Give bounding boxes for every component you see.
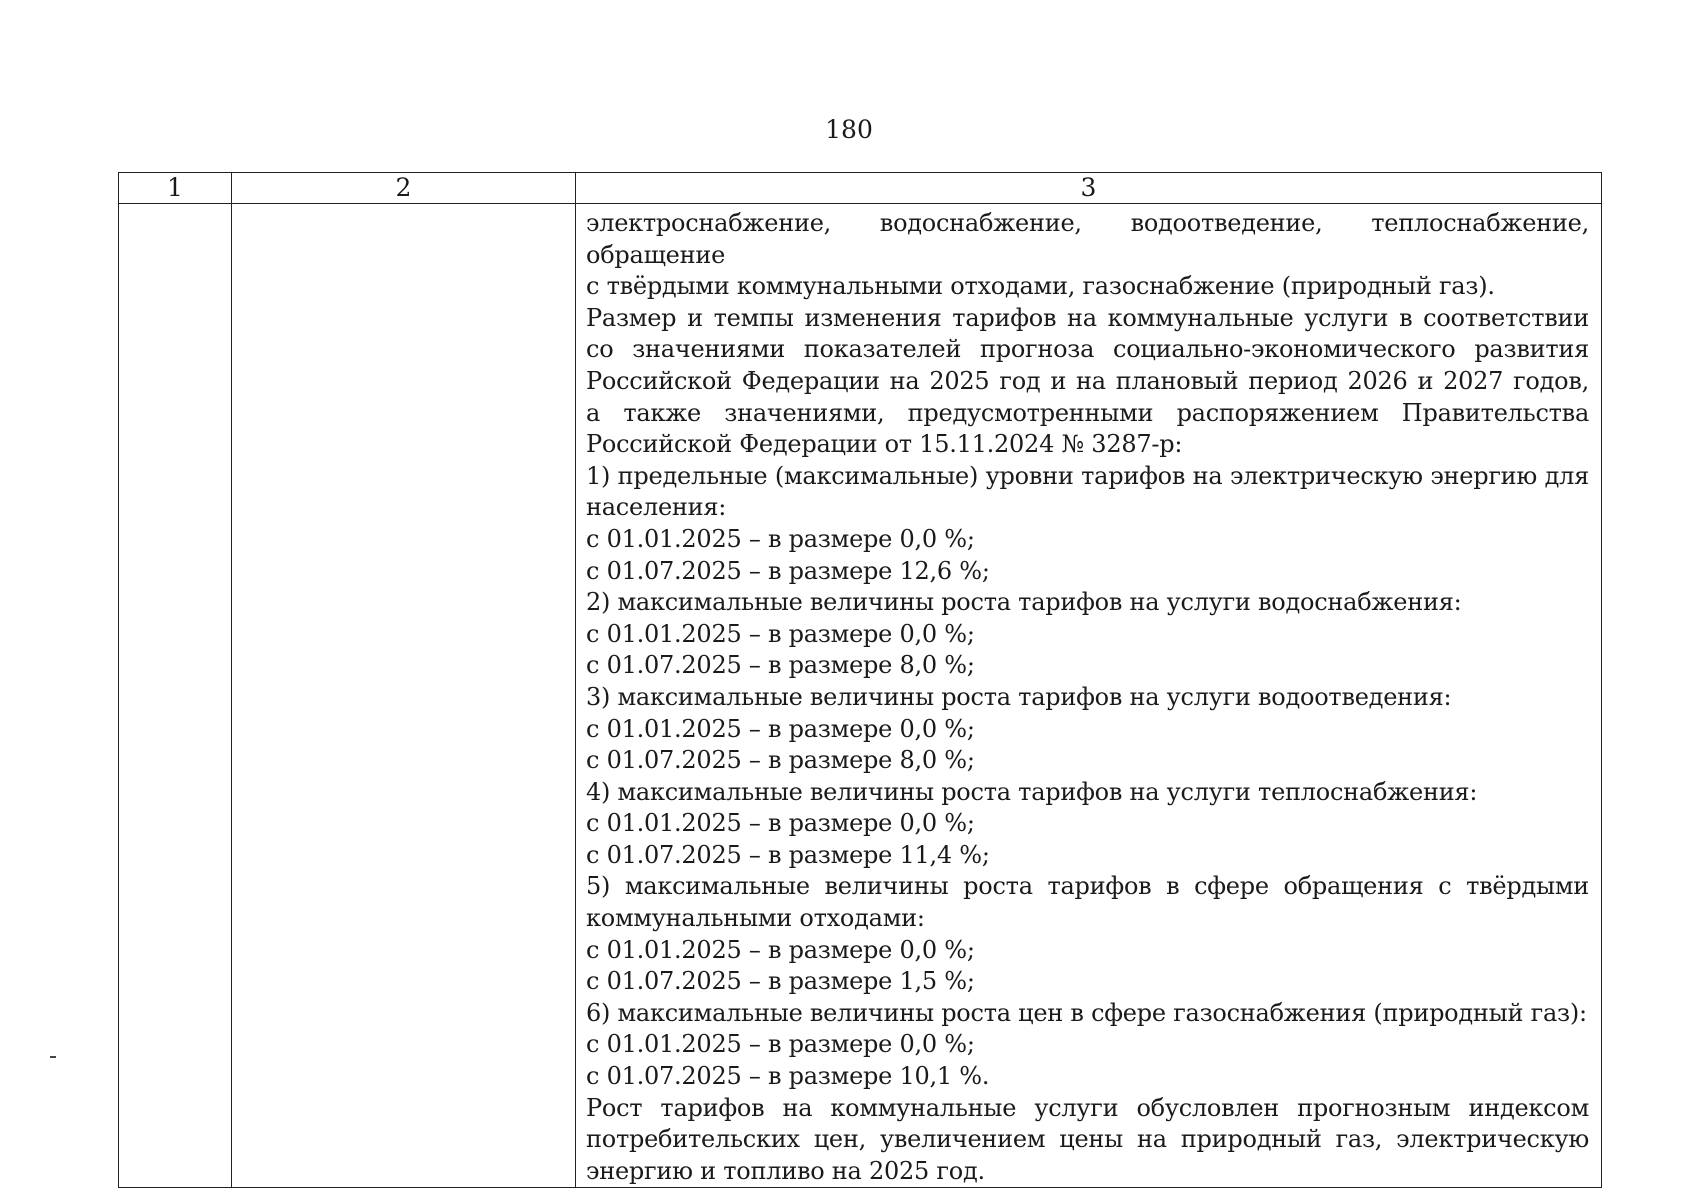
text-line: электроснабжение, водоснабжение, водоотведение, теплоснабжение, обращение	[586, 209, 1589, 269]
text-line: 1) предельные (максимальные) уровни тарифов на электрическую энергию для	[586, 461, 1589, 490]
tariff-description-text	[586, 208, 1589, 1187]
column-header-3: 3	[576, 173, 1602, 204]
text-line: с 01.01.2025 – в размере 0,0 %;	[586, 524, 975, 553]
column-header-2: 2	[232, 173, 576, 204]
text-line: со значениями показателей прогноза социально-экономического развития	[586, 335, 1589, 364]
text-line: а также значениями, предусмотренными распоряжением Правительства	[586, 398, 1589, 427]
text-line: энергию и топливо на 2025 год.	[586, 1156, 985, 1185]
text-line: с 01.07.2025 – в размере 10,1 %.	[586, 1062, 990, 1091]
text-line: потребительских цен, увеличением цены на природный газ, электрическую	[586, 1125, 1589, 1154]
text-line: 3) максимальные величины роста тарифов на услуги водоотведения:	[586, 682, 1452, 711]
text-line: с 01.01.2025 – в размере 0,0 %;	[586, 809, 975, 838]
text-line: коммунальными отходами:	[586, 904, 925, 933]
column-header-1: 1	[119, 173, 232, 204]
text-line: населения:	[586, 493, 727, 522]
table-header-row	[119, 173, 1602, 204]
table-row	[119, 204, 1602, 1188]
cell-column-1	[119, 204, 232, 1188]
cell-column-2	[232, 204, 576, 1188]
text-line: Рост тарифов на коммунальные услуги обусловлен прогнозным индексом	[586, 1093, 1589, 1122]
text-line: с 01.07.2025 – в размере 8,0 %;	[586, 651, 975, 680]
text-line: с 01.07.2025 – в размере 1,5 %;	[586, 967, 975, 996]
text-line: 4) максимальные величины роста тарифов на услуги теплоснабжения:	[586, 777, 1478, 806]
text-line: с 01.07.2025 – в размере 11,4 %;	[586, 840, 990, 869]
text-line: 5) максимальные величины роста тарифов в сфере обращения с твёрдыми	[586, 872, 1589, 901]
cell-column-3	[576, 204, 1602, 1188]
text-line: Размер и темпы изменения тарифов на коммунальные услуги в соответствии	[586, 303, 1589, 332]
text-line: 6) максимальные величины роста цен в сфере газоснабжения (природный газ):	[586, 998, 1587, 1027]
text-line: Российской Федерации на 2025 год и на плановый период 2026 и 2027 годов,	[586, 366, 1589, 395]
page-number: 180	[825, 115, 873, 144]
text-line: с 01.01.2025 – в размере 0,0 %;	[586, 619, 975, 648]
text-line: с 01.01.2025 – в размере 0,0 %;	[586, 714, 975, 743]
margin-mark	[50, 1056, 56, 1058]
text-line: с 01.07.2025 – в размере 8,0 %;	[586, 746, 975, 775]
text-line: с твёрдыми коммунальными отходами, газоснабжение (природный газ).	[586, 272, 1495, 301]
text-line: с 01.01.2025 – в размере 0,0 %;	[586, 1030, 975, 1059]
text-line: с 01.01.2025 – в размере 0,0 %;	[586, 935, 975, 964]
text-line: 2) максимальные величины роста тарифов на услуги водоснабжения:	[586, 588, 1462, 617]
text-line: с 01.07.2025 – в размере 12,6 %;	[586, 556, 990, 585]
tariff-table	[118, 172, 1602, 1188]
text-line: Российской Федерации от 15.11.2024 № 3287-р:	[586, 430, 1183, 459]
